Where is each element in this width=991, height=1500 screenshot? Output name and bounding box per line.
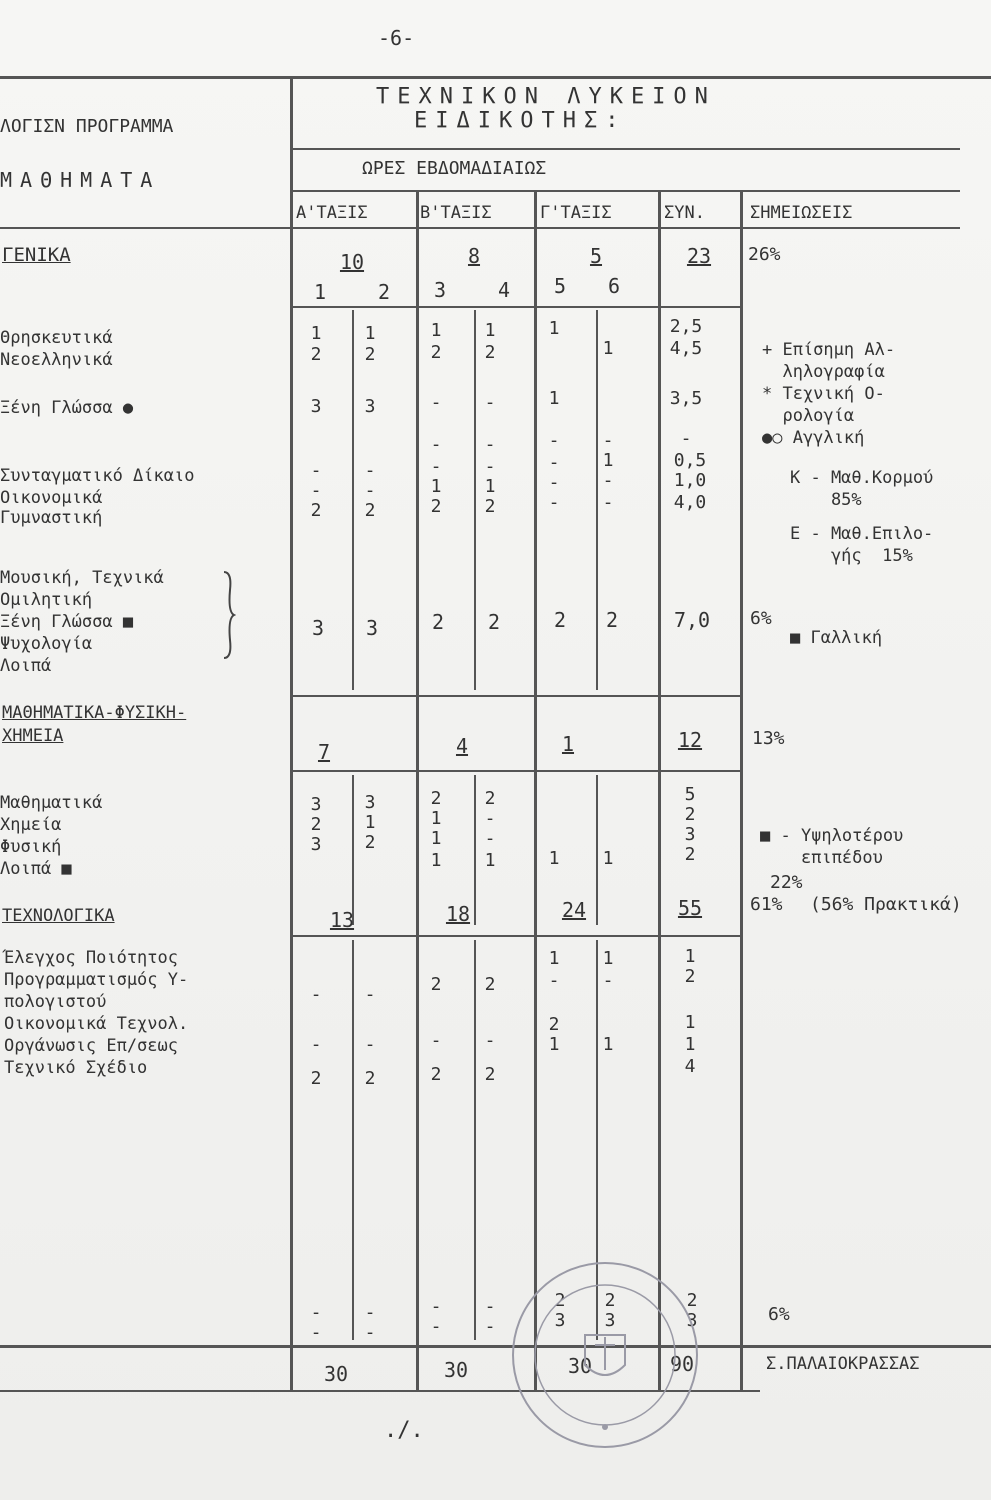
subjects-label: ΜΑΘΗΜΑΤΑ <box>0 168 161 192</box>
subject-foreign-language: Ξένη Γλώσσα ● <box>0 398 134 418</box>
cell: 2 <box>684 844 696 865</box>
cell: - <box>484 1296 496 1317</box>
group-subject-speech: Ομιλητική <box>0 590 93 610</box>
cell: 2 <box>430 1064 442 1085</box>
rule-header <box>290 148 960 150</box>
semester-2: 2 <box>377 280 391 304</box>
cell: - <box>430 1316 442 1337</box>
cell: 2 <box>431 610 445 634</box>
tech-practical-pct: (56% Πρακτικά) <box>810 894 962 915</box>
rule-top <box>0 76 991 79</box>
col-c: Γ'ΤΑΞΙΣ <box>540 203 612 223</box>
cell: 3 <box>686 1310 698 1331</box>
cell: 4,5 <box>669 338 703 359</box>
cell: 3 <box>554 1310 566 1331</box>
cell: 1 <box>602 848 614 869</box>
cell: - <box>430 456 442 477</box>
cell: 1 <box>364 323 376 344</box>
cell: 2 <box>364 1068 376 1089</box>
cell: 0,5 <box>673 450 707 471</box>
rule-tech-total <box>290 935 740 937</box>
cell: 2 <box>684 804 696 825</box>
official-stamp-icon <box>500 1255 710 1455</box>
cell: 1 <box>430 808 442 829</box>
note-core-courses: Κ - Μαθ.Κορμού <box>790 468 934 488</box>
cell: 1 <box>548 388 560 409</box>
cell: 3 <box>364 396 376 417</box>
brace-icon <box>222 570 236 660</box>
footer-total-b: 30 <box>443 1358 469 1382</box>
col-divider-main <box>290 76 293 1392</box>
program-title: ΛΟΓΙΣΝ ΠΡΟΓΡΑΜΜΑ <box>0 116 174 137</box>
cell: 2,5 <box>669 316 703 337</box>
cell: - <box>310 1302 322 1323</box>
cell: 2 <box>548 1014 560 1035</box>
cell: - <box>484 456 496 477</box>
cell: - <box>430 1030 442 1051</box>
semester-5: 5 <box>553 274 567 298</box>
page-number: -6- <box>378 26 415 50</box>
cell: 1 <box>548 848 560 869</box>
cell: 1 <box>684 1034 696 1055</box>
subject-math-other: Λοιπά ■ <box>0 859 72 879</box>
subject-economics: Οικονομικά <box>0 488 103 508</box>
col-b: Β'ΤΑΞΙΣ <box>420 203 492 223</box>
rule-weekly <box>290 190 960 192</box>
group-subject-other: Λοιπά <box>0 656 52 676</box>
cell: 2 <box>310 500 322 521</box>
cell: 1 <box>364 812 376 833</box>
subject-physics: Φυσική <box>0 837 62 857</box>
cell: - <box>484 434 496 455</box>
cell: 2 <box>604 1290 616 1311</box>
cell: 3 <box>684 824 696 845</box>
cell: 3 <box>310 396 322 417</box>
cell: 1 <box>484 320 496 341</box>
math-total-a: 7 <box>317 740 331 764</box>
cell: 6% <box>750 608 772 629</box>
cell: 1 <box>602 450 614 471</box>
cell: 2 <box>430 496 442 517</box>
cell: - <box>364 984 376 1005</box>
subject-programming-2: πολογιστού <box>4 992 107 1012</box>
cell: - <box>364 480 376 501</box>
semester-6: 6 <box>607 274 621 298</box>
semester-3: 3 <box>433 278 447 302</box>
rule-bottom <box>0 1345 991 1348</box>
cell: 4,0 <box>673 492 707 513</box>
cell: - <box>548 472 560 493</box>
math-total-b: 4 <box>455 734 469 758</box>
general-heading: ΓΕΝΙΚΑ <box>2 244 71 266</box>
cell: 1 <box>602 1034 614 1055</box>
col-notes: ΣΗΜΕΙΩΣΕΙΣ <box>750 203 853 223</box>
general-total-sum: 23 <box>686 244 712 268</box>
cell: - <box>484 392 496 413</box>
cell: 3 <box>365 616 379 640</box>
signature: Σ.ΠΑΛΑΙΟΚΡΑΣΣΑΣ <box>766 1354 920 1374</box>
sub-divider-a-2 <box>352 775 354 925</box>
cell: 3 <box>310 834 322 855</box>
cell: - <box>430 392 442 413</box>
rule-math-total <box>290 770 740 772</box>
cell: 3 <box>364 792 376 813</box>
sub-divider-a-1 <box>352 310 354 690</box>
cell: 4 <box>684 1056 696 1077</box>
subject-religion: Θρησκευτικά <box>0 328 113 348</box>
cell: - <box>430 1296 442 1317</box>
cell: 1 <box>430 476 442 497</box>
tech-total-c: 24 <box>561 898 587 922</box>
cell: 1 <box>602 948 614 969</box>
note-terminology-2: ρολογία <box>762 406 855 426</box>
cell: 2 <box>605 608 619 632</box>
cell: 2 <box>364 832 376 853</box>
cell: 3 <box>604 1310 616 1331</box>
cell: - <box>548 492 560 513</box>
cell: 5 <box>684 784 696 805</box>
cell: - <box>548 970 560 991</box>
note-advanced-2: επιπέδου <box>760 848 883 868</box>
cell: - <box>548 430 560 451</box>
cell: 1 <box>430 828 442 849</box>
general-total-pct: 26% <box>748 244 781 265</box>
weekly-hours-label: ΩΡΕΣ ΕΒΔΟΜΑΔΙΑΙΩΣ <box>362 158 547 179</box>
sub-divider-c-2 <box>596 775 598 925</box>
general-total-b: 8 <box>467 244 481 268</box>
math-heading-2: ΧΗΜΕΙΑ <box>2 726 64 746</box>
cell: 3 <box>311 616 325 640</box>
cell: 2 <box>686 1290 698 1311</box>
note-correspondence: + Επίσημη Αλ- <box>762 340 896 360</box>
cell: - <box>680 428 692 449</box>
sub-divider-b-1 <box>474 310 476 690</box>
specialty-label: ΕΙΔΙΚΟΤΗΣ: <box>414 108 627 133</box>
cell: 1 <box>684 1012 696 1033</box>
note-correspondence-2: ληλογραφία <box>762 362 885 382</box>
subject-mathematics: Μαθηματικά <box>0 793 103 813</box>
cell: 1 <box>684 946 696 967</box>
tech-total-a: 13 <box>329 908 355 932</box>
math-total-pct: 13% <box>752 728 785 749</box>
cell: 1 <box>602 338 614 359</box>
cell: - <box>602 470 614 491</box>
subject-constitutional-law: Συνταγματικό Δίκαιο <box>0 466 195 486</box>
general-total-a: 10 <box>339 250 365 274</box>
cell: 2 <box>430 342 442 363</box>
cell: 7,0 <box>673 608 711 632</box>
cell: 2 <box>554 1290 566 1311</box>
tech-total-b: 18 <box>445 902 471 926</box>
cell: - <box>548 452 560 473</box>
note-elective-pct: γής 15% <box>790 546 913 566</box>
col-divider-ab <box>416 190 419 1390</box>
cell: 2 <box>484 342 496 363</box>
school-title: ΤΕΧΝΙΚΟΝ ΛΥΚΕΙΟΝ <box>376 84 716 109</box>
note-english: ●○ Αγγλική <box>762 428 865 448</box>
cell: 1 <box>484 476 496 497</box>
subject-organization: Οργάνωσις Επ/σεως <box>4 1036 178 1056</box>
semester-1: 1 <box>313 280 327 304</box>
cell: 1,0 <box>673 470 707 491</box>
col-divider-c-sum <box>658 190 661 1390</box>
cell: 3,5 <box>669 388 703 409</box>
math-total-c: 1 <box>561 732 575 756</box>
group-subject-music: Μουσική, Τεχνικά <box>0 568 164 588</box>
cell: - <box>484 1030 496 1051</box>
cell: 2 <box>484 496 496 517</box>
cell: - <box>484 808 496 829</box>
cell: 2 <box>553 608 567 632</box>
subject-gymnastics: Γυμναστική <box>0 508 103 528</box>
sub-divider-b-3 <box>474 940 476 1340</box>
footer-total-sum: 90 <box>669 1352 695 1376</box>
cell: - <box>310 480 322 501</box>
cell: - <box>310 460 322 481</box>
note-french: ■ Γαλλική <box>790 628 883 648</box>
cell: 1 <box>430 850 442 871</box>
cell: 2 <box>310 814 322 835</box>
rule-semesters <box>290 306 740 308</box>
cell: 1 <box>548 318 560 339</box>
subject-chemistry: Χημεία <box>0 815 62 835</box>
cell: 1 <box>484 850 496 871</box>
subject-economic-tech: Οικονομικά Τεχνολ. <box>4 1014 189 1034</box>
col-sum: ΣΥΝ. <box>664 203 705 223</box>
rule-columns <box>0 227 960 229</box>
sub-divider-b-2 <box>474 775 476 925</box>
general-total-c: 5 <box>589 244 603 268</box>
page-continue-mark: ./. <box>384 1418 424 1443</box>
rule-general-end <box>290 695 740 697</box>
cell: 2 <box>364 500 376 521</box>
tech-total-pct: 61% <box>750 894 783 915</box>
cell: - <box>602 430 614 451</box>
note-core-pct: 85% <box>790 490 862 510</box>
group-subject-language: Ξένη Γλώσσα ■ <box>0 612 134 632</box>
cell: 2 <box>310 1068 322 1089</box>
cell: 2 <box>684 966 696 987</box>
footer-total-a: 30 <box>323 1362 349 1386</box>
cell: - <box>364 1322 376 1343</box>
cell: 2 <box>430 788 442 809</box>
cell: 2 <box>484 974 496 995</box>
cell: - <box>364 1034 376 1055</box>
cell: - <box>430 434 442 455</box>
cell: 1 <box>548 1034 560 1055</box>
sub-divider-a-3 <box>352 940 354 1340</box>
cell: - <box>310 1034 322 1055</box>
cell: 2 <box>484 1064 496 1085</box>
tech-extra-pct: 22% <box>770 872 803 893</box>
group-subject-psychology: Ψυχολογία <box>0 634 93 654</box>
cell: 1 <box>310 323 322 344</box>
note-terminology: * Τεχνική Ο- <box>762 384 885 404</box>
cell: - <box>310 984 322 1005</box>
subject-modern-greek: Νεοελληνικά <box>0 350 113 370</box>
col-divider-sum-notes <box>740 190 743 1390</box>
cell: 2 <box>310 344 322 365</box>
cell: - <box>602 492 614 513</box>
cell: 2 <box>364 344 376 365</box>
footer-total-c: 30 <box>567 1354 593 1378</box>
tech-heading: ΤΕΧΝΟΛΟΓΙΚΑ <box>2 906 115 926</box>
cell: 6% <box>768 1304 790 1325</box>
col-divider-bc <box>534 190 537 1390</box>
note-elective-courses: Ε - Μαθ.Επιλο- <box>790 524 934 544</box>
cell: 2 <box>487 610 501 634</box>
tech-total-sum: 55 <box>677 896 703 920</box>
cell: 2 <box>484 788 496 809</box>
col-a: Α'ΤΑΞΙΣ <box>296 203 368 223</box>
cell: - <box>484 1316 496 1337</box>
math-heading: ΜΑΘΗΜΑΤΙΚΑ-ΦΥΣΙΚΗ- <box>2 703 187 723</box>
subject-programming: Προγραμματισμός Υ- <box>4 970 189 990</box>
math-total-sum: 12 <box>677 728 703 752</box>
cell: - <box>484 828 496 849</box>
cell: 2 <box>430 974 442 995</box>
cell: - <box>364 460 376 481</box>
subject-quality-control: Έλεγχος Ποιότητος <box>4 948 178 968</box>
cell: - <box>364 1302 376 1323</box>
sub-divider-c-1 <box>596 310 598 690</box>
cell: 1 <box>430 320 442 341</box>
cell: - <box>310 1322 322 1343</box>
cell: 3 <box>310 794 322 815</box>
semester-4: 4 <box>497 278 511 302</box>
cell: 1 <box>548 948 560 969</box>
cell: - <box>602 970 614 991</box>
subject-technical-drawing: Τεχνικό Σχέδιο <box>4 1058 148 1078</box>
note-advanced: ■ - Υψηλοτέρου <box>760 826 904 846</box>
